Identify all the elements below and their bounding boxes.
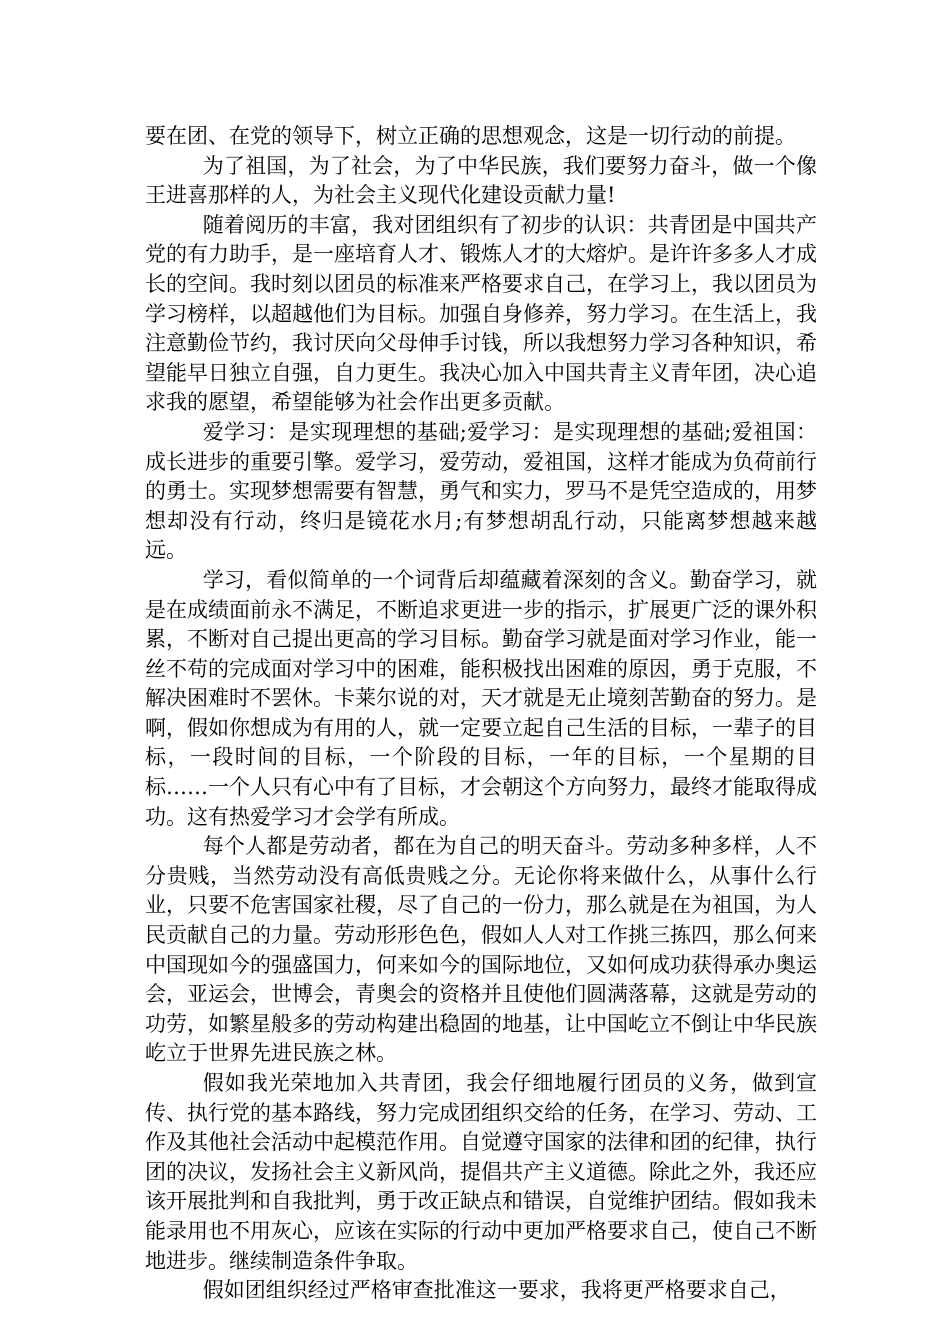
paragraph-7: 假如我光荣地加入共青团，我会仔细地履行团员的义务，做到宣传、执行党的基本路线，努力完成团组织交给的任务，在学习、劳动、工作及其他社会活动中起模范作用。自觉遵守国家的法律和团的纪律，执行团的决议，发扬社会主义新风尚，提倡共产主义道德。除此之外，我还应该开展批判和自我批判，勇于改正缺点和错误，自觉维护团结。假如我未能录用也不用灰心，应该在实际的行动中更加严格要求自己，使自己不断地进步。继续制造条件争取。 xyxy=(145,1071,817,1273)
paragraph-6: 每个人都是劳动者，都在为自己的明天奋斗。劳动多种多样，人不分贵贱，当然劳动没有高低贵贱之分。无论你将来做什么，从事什么行业，只要不危害国家社稷，尽了自己的一份力，那么就是在为祖国，为人民贡献自己的力量。劳动形形色色，假如人人对工作挑三拣四，那么何来中国现如今的强盛国力，何来如今的国际地位，又如何成功获得承办奥运会，亚运会，世博会，青奥会的资格并且使他们圆满落幕，这就是劳动的功劳，如繁星般多的劳动构建出稳固的地基，让中国屹立不倒让中华民族屹立于世界先进民族之林。 xyxy=(145,834,817,1066)
paragraph-4: 爱学习：是实现理想的基础;爱学习：是实现理想的基础;爱祖国：成长进步的重要引擎。爱学习，爱劳动，爱祖国，这样才能成为负荷前行的勇士。实现梦想需要有智慧，勇气和实力，罗马不是凭空造成的，用梦想却没有行动，终归是镜花水月;有梦想胡乱行动，只能离梦想越来越远。 xyxy=(145,419,817,563)
paragraph-5: 学习，看似简单的一个词背后却蕴藏着深刻的含义。勤奋学习，就是在成绩面前永不满足，不断追求更进一步的指示，扩展更广泛的课外积累，不断对自己提出更高的学习目标。勤奋学习就是面对学习作业，能一丝不苟的完成面对学习中的困难，能积极找出困难的原因，勇于克服，不解决困难时不罢休。卡莱尔说的对，天才就是无止境刻苦勤奋的努力。是啊，假如你想成为有用的人，就一定要立起自己生活的目标，一辈子的目标，一段时间的目标，一个阶段的目标，一年的目标，一个星期的目标……一个人只有心中有了目标，才会朝这个方向努力，最终才能取得成功。这有热爱学习才会学有所成。 xyxy=(145,567,817,829)
paragraph-2: 为了祖国，为了社会，为了中华民族，我们要努力奋斗，做一个像王进喜那样的人，为社会主义现代化建设贡献力量! xyxy=(145,153,817,208)
paragraph-8: 假如团组织经过严格审查批准这一要求，我将更严格要求自己， xyxy=(202,1278,791,1303)
paragraph-1: 要在团、在党的领导下，树立正确的思想观念，这是一切行动的前提。 xyxy=(145,124,796,148)
paragraph-3: 随着阅历的丰富，我对团组织有了初步的认识：共青团是中国共产党的有力助手，是一座培育人才、锻炼人才的大熔炉。是许许多多人才成长的空间。我时刻以团员的标准来严格要求自己，在学习上，我以团员为学习榜样，以超越他们为目标。加强自身修养，努力学习。在生活上，我注意勤俭节约，我讨厌向父母伸手讨钱，所以我想努力学习各种知识，希望能早日独立自强，自力更生。我决心加入中国共青主义青年团，决心追求我的愿望，希望能够为社会作出更多贡献。 xyxy=(145,212,817,415)
document-body xyxy=(145,122,817,1306)
